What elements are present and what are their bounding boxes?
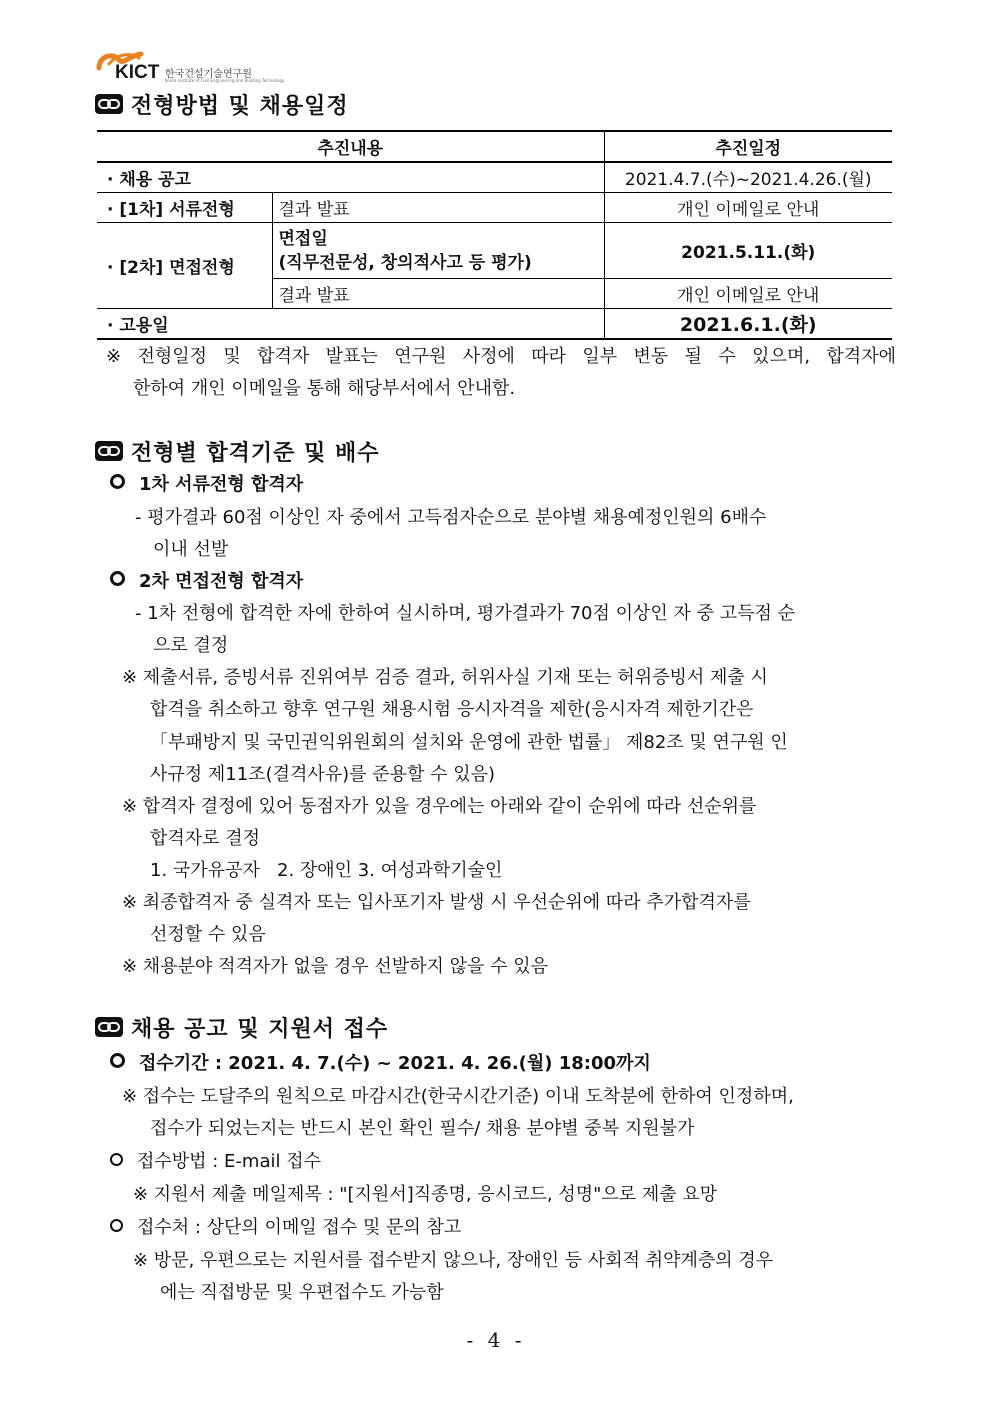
row-date: 2021.5.11.(화): [604, 223, 892, 279]
section-title: 채용 공고 및 지원서 접수: [131, 1016, 389, 1042]
note-line: 한하여 개인 이메일을 통해 해당부서에서 안내함.: [133, 378, 516, 399]
criteria-note-line: ※ 합격자 결정에 있어 동점자가 있을 경우에는 아래와 같이 순위에 따라 선순위를: [122, 796, 757, 817]
row-date: 2021.6.1.(화): [604, 309, 892, 340]
link-chain-icon: [95, 94, 123, 114]
apply-place-text: 접수처 : 상단의 이메일 접수 및 문의 참고: [137, 1217, 462, 1238]
kict-logo: [95, 48, 285, 84]
bullet-circle-icon: [110, 1153, 123, 1166]
header-date: 추진일정: [604, 131, 892, 162]
table-header-row: [97, 131, 892, 162]
page-number: - 4 -: [466, 1328, 526, 1352]
apply-method-text: 접수방법 : E-mail 접수: [137, 1151, 321, 1172]
interview-criteria: (직무전문성, 창의적사고 등 평가): [278, 252, 532, 273]
apply-note-line: ※ 지원서 제출 메일제목 : "[지원서]직종명, 응시코드, 성명"으로 제출 요망: [133, 1184, 718, 1205]
apply-period: [110, 1052, 651, 1076]
section-heading-application: [95, 1012, 388, 1042]
criteria-item-label: 2차 면접전형 합격자: [139, 571, 304, 592]
criteria-note-line: ※ 최종합격자 중 실격자 또는 입사포기자 발생 시 우선순위에 따라 추가합격자를: [122, 892, 751, 913]
apply-method: [110, 1150, 321, 1174]
criteria-desc-line: - 평가결과 60점 이상인 자 중에서 고득점자순으로 분야별 채용예정인원의 6배수: [135, 507, 767, 528]
bullet-circle-icon: [110, 571, 125, 586]
row-sub-item: 결과 발표: [272, 193, 604, 223]
section-heading-criteria: [95, 436, 380, 466]
row-date: 개인 이메일로 안내: [604, 279, 892, 309]
criteria-desc-line: 이내 선발: [153, 539, 229, 560]
priority-list: 1. 국가유공자 2. 장애인 3. 여성과학기술인: [150, 860, 503, 881]
table-row: [97, 193, 892, 223]
criteria-item: [110, 570, 303, 594]
table-row: [97, 309, 892, 340]
criteria-note-line: 「부패방지 및 국민권익위원회의 설치와 운영에 관한 법률」 제82조 및 연구원 인: [150, 732, 788, 753]
apply-note-line: 에는 직접방문 및 우편접수도 가능함: [160, 1282, 444, 1303]
row-label: · 고용일: [97, 309, 604, 340]
row-date: 2021.4.7.(수)~2021.4.26.(월): [604, 162, 892, 193]
criteria-item: [110, 473, 303, 497]
apply-place: [110, 1216, 461, 1240]
bullet-circle-icon: [110, 1053, 125, 1068]
section-title: 전형방법 및 채용일정: [131, 93, 349, 119]
bullet-circle-icon: [110, 1219, 123, 1232]
interview-label: 면접일: [278, 228, 328, 249]
row-date: 개인 이메일로 안내: [604, 193, 892, 223]
link-chain-icon: [95, 1017, 123, 1037]
criteria-note-line: 선정할 수 있음: [150, 924, 266, 945]
criteria-note-line: 합격을 취소하고 향후 연구원 채용시험 응시자격을 제한(응시자격 제한기간은: [150, 699, 754, 720]
apply-note-line: ※ 접수는 도달주의 원칙으로 마감시간(한국시간기준) 이내 도착분에 한하여 인정하며,: [122, 1086, 794, 1107]
logo-korean-name: 한국건설기술연구원: [165, 69, 252, 80]
row-sub-item: 결과 발표: [272, 279, 604, 309]
table-row: [97, 162, 892, 193]
note-line: ※ 전형일정 및 합격자 발표는 연구원 사정에 따라 일부 변동 될 수 있으며, 합격자에: [106, 346, 896, 367]
header-content: 추진내용: [97, 131, 604, 162]
apply-note-line: 접수가 되었는지는 반드시 본인 확인 필수/ 채용 분야별 중복 지원불가: [150, 1118, 695, 1139]
section-title: 전형별 합격기준 및 배수: [131, 440, 380, 466]
row-label: · [2차] 면접전형: [97, 223, 272, 309]
row-label: · 채용 공고: [97, 162, 604, 193]
apply-note-line: ※ 방문, 우편으로는 지원서를 접수받지 않으나, 장애인 등 사회적 취약계층의 경우: [133, 1250, 774, 1271]
criteria-note-line: ※ 제출서류, 증빙서류 진위여부 검증 결과, 허위사실 기재 또는 허위증빙서 제출 시: [122, 667, 768, 688]
bullet-circle-icon: [110, 474, 125, 489]
criteria-desc-line: 으로 결정: [153, 635, 229, 656]
row-sub-item: [272, 223, 604, 279]
criteria-note-line: 합격자로 결정: [150, 828, 261, 849]
logo-text: KICT: [115, 62, 160, 83]
link-chain-icon: [95, 441, 123, 461]
schedule-table: [97, 130, 892, 340]
criteria-note-line: ※ 채용분야 적격자가 없을 경우 선발하지 않을 수 있음: [122, 956, 549, 977]
table-row: [97, 223, 892, 279]
apply-period-text: 접수기간 : 2021. 4. 7.(수) ~ 2021. 4. 26.(월) 18:00까지: [139, 1053, 651, 1074]
logo-english-name: Korea Institute of Civil Engineering and Building Technology: [165, 78, 285, 83]
criteria-desc-line: - 1차 전형에 합격한 자에 한하여 실시하며, 평가결과가 70점 이상인 자 중 고득점 순: [135, 603, 795, 624]
criteria-item-label: 1차 서류전형 합격자: [139, 474, 304, 495]
row-label: · [1차] 서류전형: [97, 193, 272, 223]
criteria-note-line: 사규정 제11조(결격사유)를 준용할 수 있음): [150, 764, 496, 785]
section-heading-schedule: [95, 89, 349, 119]
